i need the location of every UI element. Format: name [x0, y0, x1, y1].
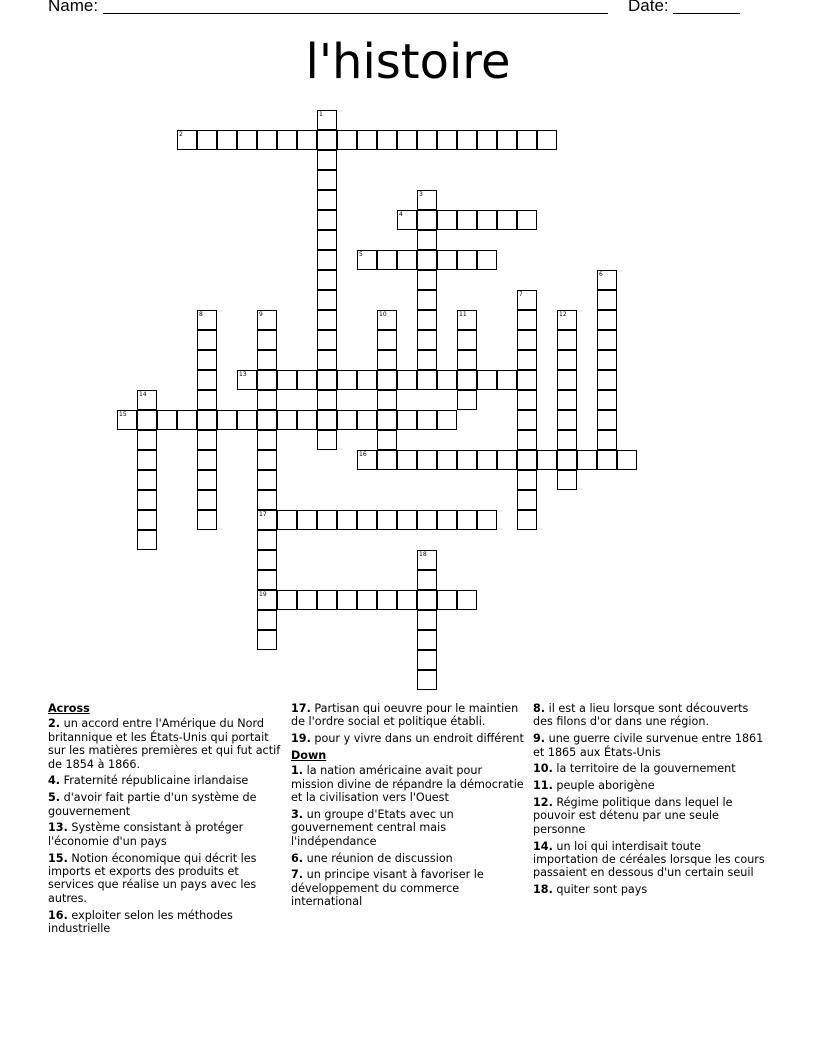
- grid-cell[interactable]: [557, 350, 577, 370]
- grid-cell[interactable]: [417, 410, 437, 430]
- grid-cell[interactable]: [457, 370, 477, 390]
- grid-cell[interactable]: [457, 210, 477, 230]
- grid-cell[interactable]: [317, 350, 337, 370]
- grid-cell[interactable]: [197, 510, 217, 530]
- grid-cell[interactable]: [317, 390, 337, 410]
- clue-number: 19: [259, 591, 267, 598]
- grid-cell[interactable]: [417, 650, 437, 670]
- clue-number: 11: [459, 311, 467, 318]
- grid-cell[interactable]: [417, 570, 437, 590]
- grid-cell[interactable]: [217, 130, 237, 150]
- grid-cell[interactable]: [457, 130, 477, 150]
- down-list-continued: [533, 702, 769, 897]
- grid-cell[interactable]: [297, 590, 317, 610]
- clue-number: 16: [359, 451, 367, 458]
- grid-cell[interactable]: [397, 130, 417, 150]
- clue-number-label: 14.: [533, 839, 553, 853]
- grid-cell[interactable]: [537, 450, 557, 470]
- grid-cell[interactable]: [317, 290, 337, 310]
- grid-cell[interactable]: [317, 370, 337, 390]
- clue-number-label: 9.: [533, 732, 546, 746]
- grid-cell[interactable]: [137, 470, 157, 490]
- clue-text: quiter sont pays: [552, 883, 648, 897]
- grid-cell[interactable]: [417, 290, 437, 310]
- clue-number: 10: [379, 311, 387, 318]
- grid-cell[interactable]: [557, 330, 577, 350]
- clue-item: [291, 702, 527, 729]
- grid-cell[interactable]: [417, 370, 437, 390]
- grid-cell[interactable]: [317, 590, 337, 610]
- grid-cell[interactable]: [177, 130, 197, 150]
- clue-number-label: 18.: [533, 883, 553, 897]
- grid-cell[interactable]: [257, 490, 277, 510]
- grid-cell[interactable]: [497, 370, 517, 390]
- grid-cell[interactable]: [257, 530, 277, 550]
- clue-number-label: 17.: [291, 702, 311, 715]
- grid-cell[interactable]: [417, 330, 437, 350]
- grid-cell[interactable]: [137, 410, 157, 430]
- grid-cell[interactable]: [417, 590, 437, 610]
- grid-cell[interactable]: [257, 590, 277, 610]
- grid-cell[interactable]: [397, 410, 417, 430]
- grid-cell[interactable]: [597, 390, 617, 410]
- grid-cell[interactable]: [397, 210, 417, 230]
- grid-cell[interactable]: [377, 510, 397, 530]
- clue-item: [48, 909, 284, 936]
- grid-cell[interactable]: [597, 290, 617, 310]
- grid-cell[interactable]: [377, 330, 397, 350]
- clue-number: 6: [599, 271, 603, 278]
- grid-cell[interactable]: [197, 370, 217, 390]
- clue-item: [533, 796, 769, 836]
- grid-cell[interactable]: [517, 510, 537, 530]
- clue-item: [48, 852, 284, 906]
- grid-cell[interactable]: [337, 510, 357, 530]
- grid-cell[interactable]: [597, 350, 617, 370]
- clue-number-label: 8.: [533, 702, 546, 715]
- grid-cell[interactable]: [317, 310, 337, 330]
- grid-cell[interactable]: [377, 450, 397, 470]
- down-list: [291, 764, 527, 908]
- grid-cell[interactable]: [417, 270, 437, 290]
- grid-cell[interactable]: [317, 330, 337, 350]
- grid-cell[interactable]: [377, 390, 397, 410]
- grid-cell[interactable]: [517, 290, 537, 310]
- grid-cell[interactable]: [297, 130, 317, 150]
- grid-cell[interactable]: [197, 470, 217, 490]
- grid-cell[interactable]: [157, 410, 177, 430]
- grid-cell[interactable]: [477, 510, 497, 530]
- grid-cell[interactable]: [517, 350, 537, 370]
- clue-text: un accord entre l'Amérique du Nord britannique et les États-Unis qui portait sur les matières premières et qui fut actif de 1854 à 1866.: [48, 717, 281, 771]
- clues-column-3: [533, 702, 769, 900]
- grid-cell[interactable]: [277, 410, 297, 430]
- grid-cell[interactable]: [497, 450, 517, 470]
- grid-cell[interactable]: [257, 370, 277, 390]
- grid-cell[interactable]: [337, 130, 357, 150]
- grid-cell[interactable]: [237, 410, 257, 430]
- grid-cell[interactable]: [517, 330, 537, 350]
- grid-cell[interactable]: [357, 130, 377, 150]
- clue-text: Système consistant à protéger l'économie d'un pays: [48, 821, 244, 848]
- grid-cell[interactable]: [357, 590, 377, 610]
- grid-cell[interactable]: [297, 370, 317, 390]
- grid-cell[interactable]: [297, 510, 317, 530]
- grid-cell[interactable]: [417, 190, 437, 210]
- clue-item: [533, 883, 769, 896]
- grid-cell[interactable]: [557, 450, 577, 470]
- grid-cell[interactable]: [417, 350, 437, 370]
- clue-item: [291, 868, 527, 908]
- grid-cell[interactable]: [417, 450, 437, 470]
- grid-cell[interactable]: [337, 370, 357, 390]
- grid-cell[interactable]: [557, 370, 577, 390]
- grid-cell[interactable]: [197, 430, 217, 450]
- grid-cell[interactable]: [597, 370, 617, 390]
- clue-number-label: 3.: [291, 808, 304, 822]
- grid-cell[interactable]: [397, 370, 417, 390]
- grid-cell[interactable]: [197, 450, 217, 470]
- grid-cell[interactable]: [257, 470, 277, 490]
- grid-cell[interactable]: [257, 450, 277, 470]
- clue-text: d'avoir fait partie d'un système de gouvernement: [48, 791, 257, 818]
- clue-text: Notion économique qui décrit les imports et exports des produits et services que réalise un pays avec les autres.: [48, 851, 257, 905]
- clue-item: [533, 779, 769, 792]
- clue-text: pour y vivre dans un endroit différent: [310, 732, 524, 746]
- grid-cell[interactable]: [257, 330, 277, 350]
- page-title: l'histoire: [305, 34, 511, 90]
- grid-cell[interactable]: [457, 350, 477, 370]
- clue-number: 12: [559, 311, 567, 318]
- grid-cell[interactable]: [197, 130, 217, 150]
- grid-cell[interactable]: [237, 130, 257, 150]
- grid-cell[interactable]: [137, 490, 157, 510]
- grid-cell[interactable]: [437, 130, 457, 150]
- clue-text: Partisan qui oeuvre pour le maintien de l'ordre social et politique établi.: [291, 702, 519, 729]
- clue-number-label: 10.: [533, 762, 553, 776]
- clue-text: Fraternité républicaine irlandaise: [60, 774, 249, 788]
- grid-cell[interactable]: [257, 610, 277, 630]
- grid-cell[interactable]: [517, 470, 537, 490]
- grid-cell[interactable]: [117, 410, 137, 430]
- grid-cell[interactable]: [517, 410, 537, 430]
- grid-cell[interactable]: [537, 130, 557, 150]
- clue-number-label: 15.: [48, 851, 68, 865]
- grid-cell[interactable]: [397, 590, 417, 610]
- grid-cell[interactable]: [277, 130, 297, 150]
- clue-text: un loi qui interdisait toute importation de céréales lorsque les cours passaient en dessous d'un certain seuil: [533, 839, 765, 880]
- clue-text: une réunion de discussion: [303, 851, 453, 865]
- grid-cell[interactable]: [257, 350, 277, 370]
- clue-item: [291, 732, 527, 745]
- grid-cell[interactable]: [317, 170, 337, 190]
- grid-cell[interactable]: [477, 450, 497, 470]
- clue-item: [533, 702, 769, 729]
- grid-cell[interactable]: [557, 430, 577, 450]
- grid-cell[interactable]: [477, 210, 497, 230]
- grid-cell[interactable]: [377, 370, 397, 390]
- clue-number-label: 4.: [48, 774, 61, 788]
- clue-number-label: 5.: [48, 791, 61, 805]
- grid-cell[interactable]: [317, 210, 337, 230]
- clue-number-label: 13.: [48, 821, 68, 835]
- grid-cell[interactable]: [517, 370, 537, 390]
- grid-cell[interactable]: [517, 450, 537, 470]
- clue-item: [48, 717, 284, 771]
- grid-cell[interactable]: [417, 510, 437, 530]
- clue-number: 18: [419, 551, 427, 558]
- grid-cell[interactable]: [417, 670, 437, 690]
- grid-cell[interactable]: [257, 430, 277, 450]
- grid-cell[interactable]: [457, 510, 477, 530]
- grid-cell[interactable]: [197, 310, 217, 330]
- name-label: Name:: [48, 0, 99, 15]
- grid-cell[interactable]: [457, 330, 477, 350]
- grid-cell[interactable]: [137, 430, 157, 450]
- grid-cell[interactable]: [377, 590, 397, 610]
- grid-cell[interactable]: [217, 410, 237, 430]
- grid-cell[interactable]: [357, 510, 377, 530]
- grid-cell[interactable]: [317, 430, 337, 450]
- clue-text: Régime politique dans lequel le pouvoir est détenu par une seule personne: [533, 796, 733, 836]
- grid-cell[interactable]: [457, 250, 477, 270]
- grid-cell[interactable]: [477, 130, 497, 150]
- grid-cell[interactable]: [437, 450, 457, 470]
- grid-cell[interactable]: [237, 370, 257, 390]
- clue-number: 9: [259, 311, 263, 318]
- grid-cell[interactable]: [377, 130, 397, 150]
- clue-number: 7: [519, 291, 523, 298]
- grid-cell[interactable]: [557, 410, 577, 430]
- grid-cell[interactable]: [437, 590, 457, 610]
- grid-cell[interactable]: [417, 550, 437, 570]
- grid-cell[interactable]: [597, 430, 617, 450]
- grid-cell[interactable]: [177, 410, 197, 430]
- grid-cell[interactable]: [317, 190, 337, 210]
- grid-cell[interactable]: [437, 410, 457, 430]
- grid-cell[interactable]: [137, 390, 157, 410]
- grid-cell[interactable]: [277, 370, 297, 390]
- clue-number-label: 6.: [291, 851, 304, 865]
- grid-cell[interactable]: [257, 570, 277, 590]
- date-label: Date:: [628, 0, 669, 15]
- grid-cell[interactable]: [297, 410, 317, 430]
- clue-number: 17: [259, 511, 267, 518]
- grid-cell[interactable]: [517, 490, 537, 510]
- clue-item: [48, 821, 284, 848]
- clue-number-label: 19.: [291, 732, 311, 746]
- grid-cell[interactable]: [317, 110, 337, 130]
- grid-cell[interactable]: [377, 350, 397, 370]
- grid-cell[interactable]: [257, 510, 277, 530]
- clue-number: 4: [399, 211, 403, 218]
- clue-number: 8: [199, 311, 203, 318]
- grid-cell[interactable]: [197, 490, 217, 510]
- clue-number-label: 2.: [48, 717, 61, 731]
- grid-cell[interactable]: [397, 510, 417, 530]
- grid-cell[interactable]: [437, 250, 457, 270]
- grid-cell[interactable]: [457, 310, 477, 330]
- grid-cell[interactable]: [517, 390, 537, 410]
- grid-cell[interactable]: [257, 390, 277, 410]
- grid-cell[interactable]: [557, 390, 577, 410]
- grid-cell[interactable]: [277, 510, 297, 530]
- grid-cell[interactable]: [257, 550, 277, 570]
- clue-text: peuple aborigène: [552, 779, 655, 793]
- grid-cell[interactable]: [457, 450, 477, 470]
- grid-cell[interactable]: [377, 310, 397, 330]
- clue-number-label: 7.: [291, 868, 304, 882]
- grid-cell[interactable]: [417, 610, 437, 630]
- clue-text: il est a lieu lorsque sont découverts des filons d'or dans une région.: [533, 702, 749, 729]
- grid-cell[interactable]: [417, 210, 437, 230]
- grid-cell[interactable]: [317, 150, 337, 170]
- clue-item: [533, 732, 769, 759]
- across-heading: Across: [48, 702, 90, 715]
- grid-cell[interactable]: [497, 210, 517, 230]
- grid-cell[interactable]: [477, 250, 497, 270]
- grid-cell[interactable]: [197, 410, 217, 430]
- clue-number: 1: [319, 111, 323, 118]
- grid-cell[interactable]: [597, 410, 617, 430]
- clue-item: [291, 764, 527, 804]
- grid-cell[interactable]: [597, 330, 617, 350]
- grid-cell[interactable]: [137, 450, 157, 470]
- grid-cell[interactable]: [317, 270, 337, 290]
- grid-cell[interactable]: [417, 630, 437, 650]
- grid-cell[interactable]: [317, 250, 337, 270]
- grid-cell[interactable]: [377, 410, 397, 430]
- grid-cell[interactable]: [417, 250, 437, 270]
- clue-item: [291, 808, 527, 848]
- grid-cell[interactable]: [557, 310, 577, 330]
- grid-cell[interactable]: [417, 230, 437, 250]
- clue-text: un groupe d'Etats avec un gouvernement central mais l'indépendance: [291, 808, 454, 848]
- grid-cell[interactable]: [617, 450, 637, 470]
- grid-cell[interactable]: [457, 590, 477, 610]
- grid-cell[interactable]: [337, 590, 357, 610]
- clue-item: [48, 774, 284, 787]
- clue-item: [533, 840, 769, 880]
- grid-cell[interactable]: [357, 410, 377, 430]
- grid-cell[interactable]: [437, 510, 457, 530]
- grid-cell[interactable]: [357, 370, 377, 390]
- clue-number-label: 12.: [533, 796, 553, 809]
- clue-item: [533, 762, 769, 775]
- clue-number: 5: [359, 251, 363, 258]
- grid-cell[interactable]: [357, 250, 377, 270]
- grid-cell[interactable]: [317, 510, 337, 530]
- grid-cell[interactable]: [257, 130, 277, 150]
- grid-cell[interactable]: [457, 390, 477, 410]
- clue-text: un principe visant à favoriser le développement du commerce international: [291, 868, 484, 909]
- grid-cell[interactable]: [397, 250, 417, 270]
- across-list-continued: [291, 702, 527, 746]
- down-heading: Down: [291, 749, 327, 762]
- clue-text: la territoire de la gouvernement: [552, 762, 736, 776]
- grid-cell[interactable]: [377, 250, 397, 270]
- grid-cell[interactable]: [197, 390, 217, 410]
- grid-cell[interactable]: [517, 310, 537, 330]
- grid-cell[interactable]: [257, 630, 277, 650]
- clue-item: [48, 791, 284, 818]
- grid-cell[interactable]: [197, 350, 217, 370]
- grid-cell[interactable]: [577, 450, 597, 470]
- grid-cell[interactable]: [277, 590, 297, 610]
- clue-text: exploiter selon les méthodes industrielle: [48, 908, 233, 936]
- clue-text: la nation américaine avait pour mission divine de répandre la démocratie et la civilisation vers l'Ouest: [291, 764, 524, 805]
- grid-cell[interactable]: [557, 470, 577, 490]
- grid-cell[interactable]: [417, 310, 437, 330]
- grid-cell[interactable]: [357, 450, 377, 470]
- clue-item: [291, 852, 527, 865]
- grid-cell[interactable]: [257, 310, 277, 330]
- grid-cell[interactable]: [317, 130, 337, 150]
- grid-cell[interactable]: [517, 130, 537, 150]
- grid-cell[interactable]: [437, 370, 457, 390]
- grid-cell[interactable]: [517, 430, 537, 450]
- grid-cell[interactable]: [437, 210, 457, 230]
- grid-cell[interactable]: [597, 450, 617, 470]
- clues-column-1: [48, 702, 284, 939]
- clue-text: une guerre civile survenue entre 1861 et 1865 aux États-Unis: [533, 732, 764, 759]
- grid-cell[interactable]: [137, 510, 157, 530]
- grid-cell[interactable]: [377, 430, 397, 450]
- clue-number: 2: [179, 131, 183, 138]
- grid-cell[interactable]: [337, 410, 357, 430]
- clue-number-label: 16.: [48, 908, 68, 922]
- grid-cell[interactable]: [137, 530, 157, 550]
- clue-number-label: 11.: [533, 779, 553, 793]
- clues-column-2: [291, 702, 527, 912]
- clue-number-label: 1.: [291, 764, 304, 778]
- clue-number: 13: [239, 371, 247, 378]
- grid-cell[interactable]: [517, 210, 537, 230]
- grid-cell[interactable]: [257, 410, 277, 430]
- grid-cell[interactable]: [597, 310, 617, 330]
- clue-number: 3: [419, 191, 423, 198]
- grid-cell[interactable]: [317, 230, 337, 250]
- across-list: [48, 717, 284, 935]
- grid-cell[interactable]: [477, 370, 497, 390]
- clue-number: 14: [139, 391, 147, 398]
- grid-cell[interactable]: [597, 270, 617, 290]
- clue-number: 15: [119, 411, 127, 418]
- grid-cell[interactable]: [317, 410, 337, 430]
- grid-cell[interactable]: [417, 130, 437, 150]
- grid-cell[interactable]: [397, 450, 417, 470]
- grid-cell[interactable]: [497, 130, 517, 150]
- grid-cell[interactable]: [197, 330, 217, 350]
